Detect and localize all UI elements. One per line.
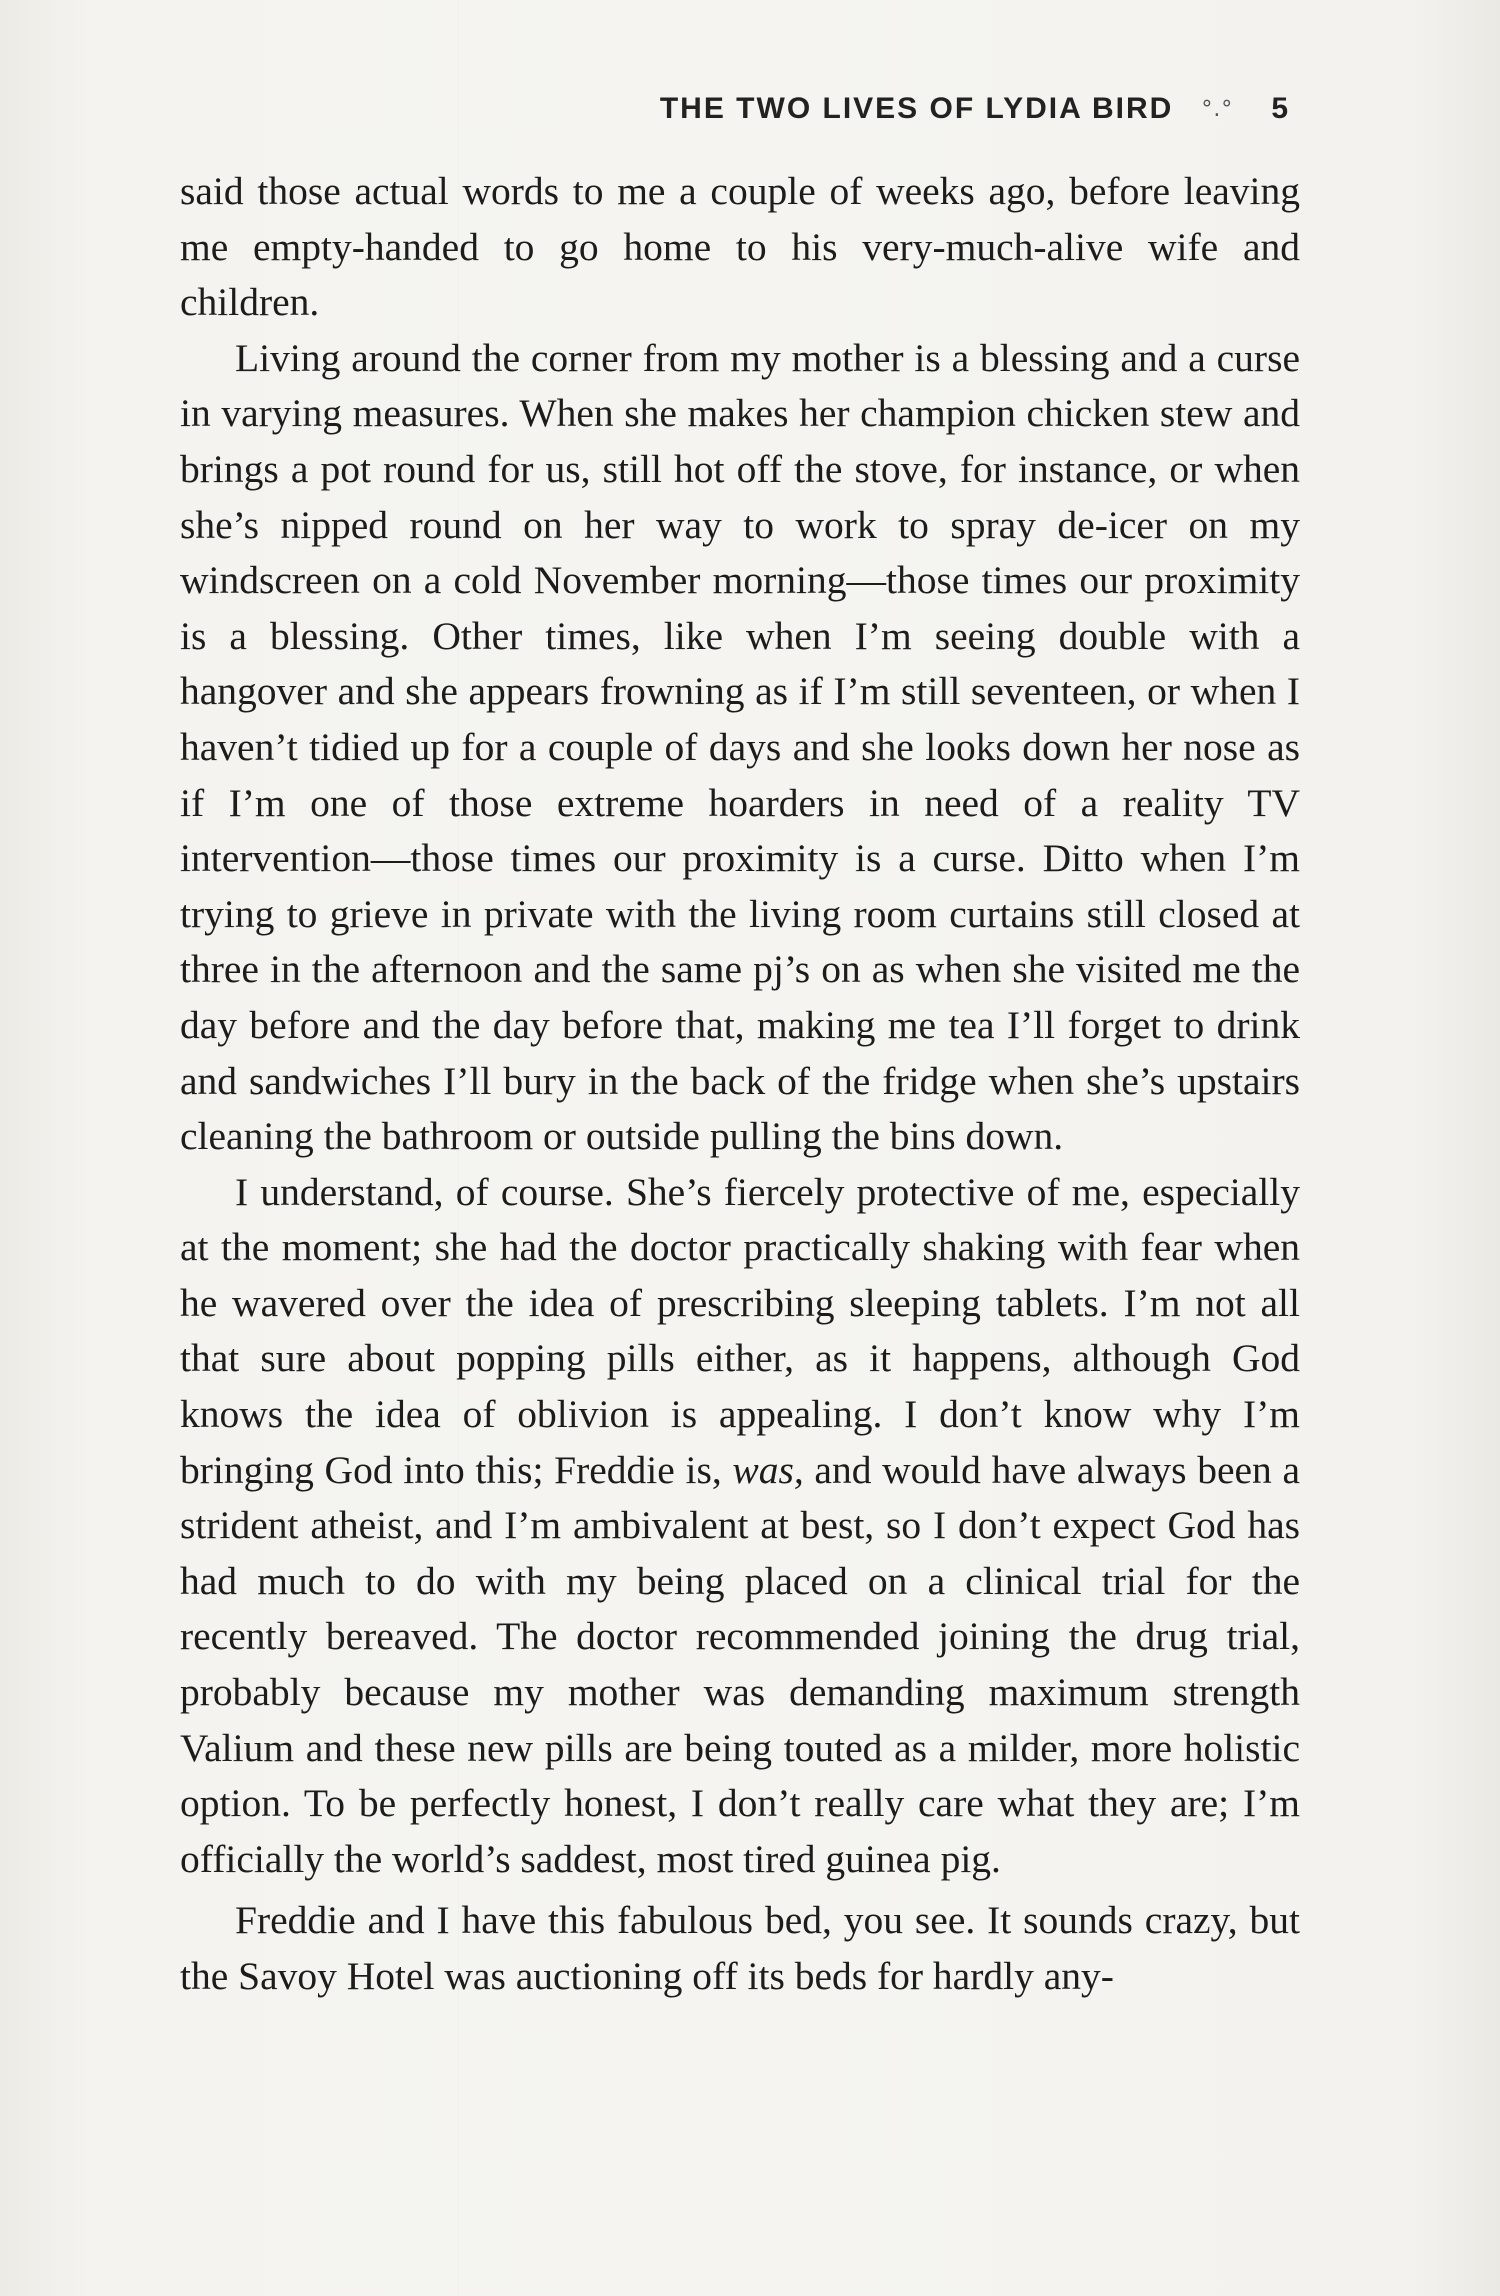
paragraph-3-part-1: I understand, of course. She’s fiercely protective of me, especially at the moment; she had the doctor practically shaking with fear when he wavered over the idea of prescribing sleeping tablets. I’m not all that sure about popping pills either, as it happens, although God knows the idea of oblivion is appealing. I don’t know why I’m bringing God into this; Freddie is,: [180, 1169, 1300, 1492]
paragraph-4: Freddie and I have this fabulous bed, you see. It sounds crazy, but the Savoy Hotel was auctioning off its beds for hardly any-: [180, 1898, 1300, 1998]
paragraph-3-part-2: and would have always been a strident atheist, and I’m ambivalent at best, so I don’t expect God has had much to do with my being placed on a clinical trial for the recently bereaved. The doctor recommended joining the drug trial, probably because my mother was demanding maximum strength Valium and these new pills are being touted as a milder, more holistic option. To be perfectly honest, I don’t really care what they are; I’m officially the world’s saddest, most tired guinea pig.: [180, 1447, 1300, 1881]
paragraph-1: said those actual words to me a couple of weeks ago, before leaving me empty-handed to go home to his very-much-alive wife and children.: [180, 169, 1300, 325]
ornament-glyph: °.°: [1201, 96, 1234, 122]
body-text: [180, 164, 1300, 2005]
running-title: THE TWO LIVES OF LYDIA BIRD: [659, 92, 1174, 125]
paragraph-3: [180, 1165, 1300, 1888]
paragraph-2: Living around the corner from my mother is a blessing and a curse in varying measures. When she makes her champion chicken stew and brings a pot round for us, still hot off the stove, for instance, or when she’s nipped round on her way to work to spray de-icer on my windscreen on a cold November morning—those times our proximity is a blessing. Other times, like when I’m seeing double with a hangover and she appears frowning as if I’m still seventeen, or when I haven’t tidied up for a couple of days and she looks down her nose as if I’m one of those extreme hoarders in need of a reality TV intervention—those times our proximity is a curse. Ditto when I’m trying to grieve in private with the living room curtains still closed at three in the afternoon and the same pj’s on as when she visited me the day before and the day before that, making me tea I’ll forget to drink and sandwiches I’ll bury in the back of the fridge when she’s upstairs cleaning the bathroom or outside pulling the bins down.: [180, 335, 1300, 1159]
paragraph-3-emphasis: was,: [732, 1447, 804, 1492]
page-number: 5: [1271, 92, 1288, 125]
running-header: [660, 92, 1288, 126]
